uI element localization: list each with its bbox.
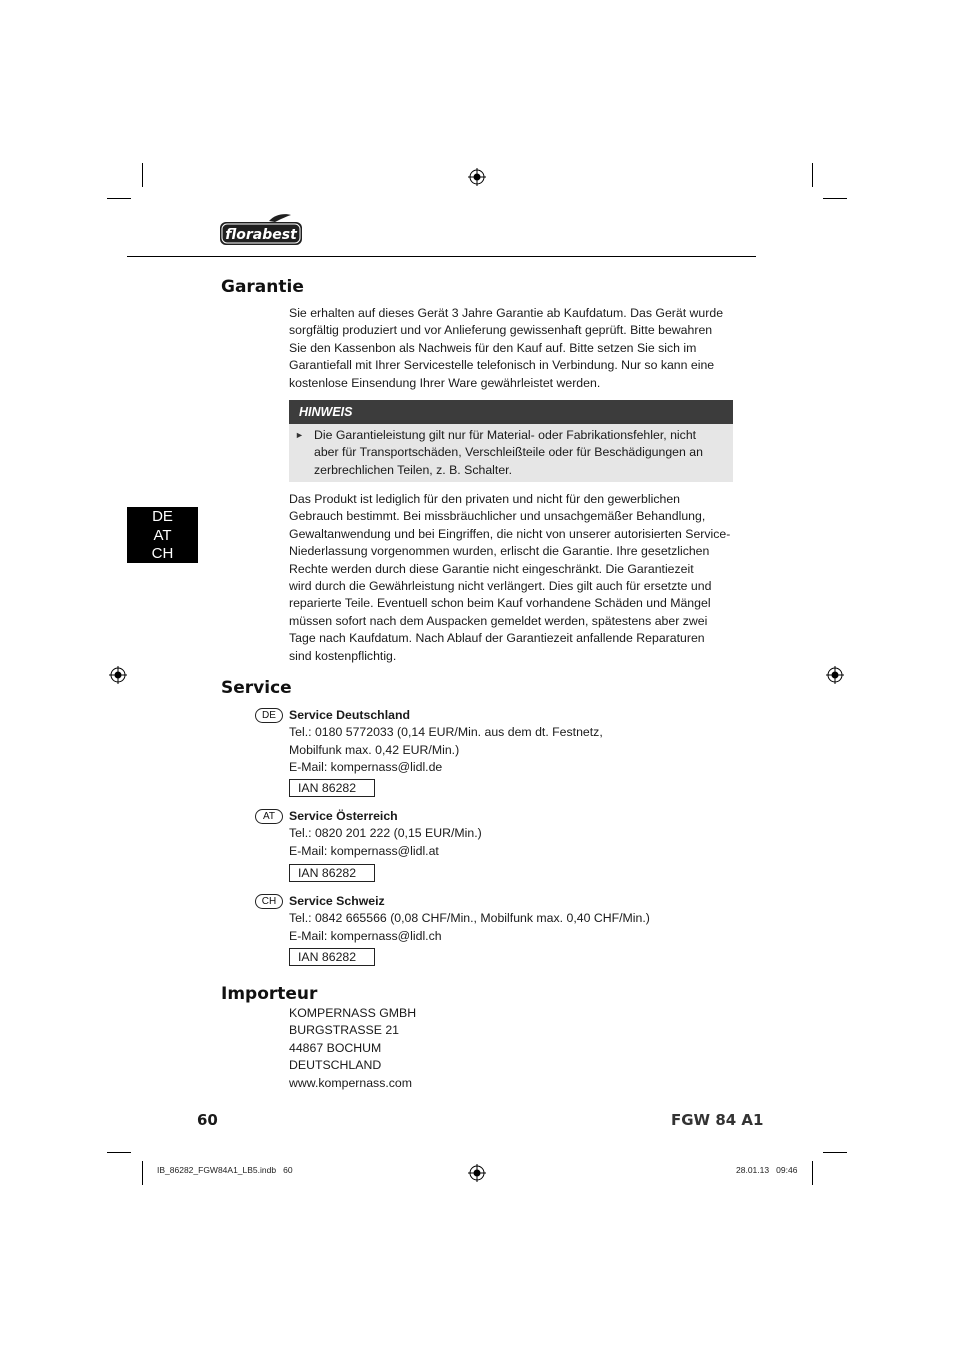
note-text: [314, 427, 724, 479]
website-link[interactable]: www.kompernass.com: [289, 1075, 413, 1090]
section-heading-importeur: Importeur: [221, 984, 318, 1004]
model-number: FGW 84 A1: [671, 1111, 764, 1129]
language-code: DE: [152, 508, 173, 525]
paragraph-line: reparierte Teile. Eventuell schon beim Kauf vorhandene Schäden und Mängel: [289, 596, 711, 611]
ian-box: IAN 86282: [289, 948, 375, 966]
address-line: BURGSTRASSE 21: [289, 1023, 400, 1038]
language-code: CH: [151, 545, 174, 562]
garantie-intro: [289, 305, 734, 392]
country-badge-ch: CH: [255, 894, 283, 909]
language-code: AT: [153, 526, 172, 544]
service-line: E-Mail: kompernass@lidl.ch: [289, 928, 442, 943]
paragraph-line: Gebrauch bestimmt. Bei missbräuchlicher und unsachgemäßer Behandlung,: [289, 509, 706, 524]
note-box: [289, 424, 733, 482]
crop-mark: [142, 1161, 143, 1185]
country-badge-at: AT: [255, 809, 283, 824]
service-entry-at: [289, 808, 734, 860]
importeur-address: [289, 1005, 734, 1092]
paragraph-line: sorgfältig produziert und vor Anlieferung gewissenhaft geprüft. Bitte bewahren: [289, 323, 713, 338]
crop-mark: [823, 198, 847, 199]
service-line: E-Mail: kompernass@lidl.de: [289, 760, 443, 775]
paragraph-line: müssen sofort nach dem Auspacken gemeldet werden, spätestens aber zwei: [289, 613, 708, 628]
service-line: Tel.: 0842 665566 (0,08 CHF/Min., Mobilfunk max. 0,40 CHF/Min.): [289, 911, 650, 926]
registration-mark-icon: [468, 168, 486, 186]
page-number: 60: [197, 1111, 218, 1129]
paragraph-line: Niederlassung vorgenommen wurden, erlischt die Garantie. Ihre gesetzlichen: [289, 544, 710, 559]
bullet-arrow-icon: ►: [295, 430, 304, 440]
crop-mark: [107, 198, 131, 199]
service-title: Service Österreich: [289, 809, 398, 823]
service-entry-de: [289, 707, 734, 777]
note-line: zerbrechlichen Teilen, z. B. Schalter.: [314, 462, 512, 477]
ian-box: IAN 86282: [289, 779, 375, 797]
paragraph-line: wird durch die Gewährleistung nicht verlängert. Dies gilt auch für ersetzte und: [289, 579, 712, 594]
crop-mark: [142, 163, 143, 187]
country-badge-de: DE: [255, 708, 283, 723]
address-line: KOMPERNASS GMBH: [289, 1006, 417, 1020]
svg-text:florabest: florabest: [225, 227, 297, 243]
note-header: HINWEIS: [289, 400, 733, 424]
service-line: Mobilfunk max. 0,42 EUR/Min.): [289, 742, 460, 757]
crop-mark: [812, 163, 813, 187]
header-rule: [127, 256, 756, 257]
registration-mark-icon: [109, 666, 127, 684]
paragraph-line: sind kostenpflichtig.: [289, 648, 397, 663]
address-line: 44867 BOCHUM: [289, 1040, 382, 1055]
note-line: aber für Transportschäden, Verschleißteile oder für Beschädigungen an: [314, 445, 703, 460]
paragraph-line: Garantiefall mit Ihrer Servicestelle telefonisch in Verbindung. Nur so kann eine: [289, 358, 715, 373]
registration-mark-icon: [826, 666, 844, 684]
print-slug-datetime: 28.01.13 09:46: [736, 1165, 798, 1175]
registration-mark-icon: [468, 1164, 486, 1182]
garantie-detail: [289, 491, 734, 665]
crop-mark: [823, 1152, 847, 1153]
florabest-logo: [219, 213, 303, 247]
note-line: Die Garantieleistung gilt nur für Material- oder Fabrikationsfehler, nicht: [314, 428, 697, 442]
print-slug-file: IB_86282_FGW84A1_LB5.indb 60: [157, 1165, 293, 1175]
ian-box: IAN 86282: [289, 864, 375, 882]
crop-mark: [107, 1152, 131, 1153]
service-title: Service Deutschland: [289, 708, 410, 722]
paragraph-line: Rechte werden durch diese Garantie nicht eingeschränkt. Die Garantiezeit: [289, 561, 694, 576]
service-title: Service Schweiz: [289, 894, 385, 908]
section-heading-service: Service: [221, 678, 292, 698]
paragraph-line: Tage nach Kaufdatum. Nach Ablauf der Garantiezeit anfallende Reparaturen: [289, 631, 705, 646]
paragraph-line: Sie den Kassenbon als Nachweis für den Kauf auf. Bitte setzen Sie sich im: [289, 340, 697, 355]
service-line: E-Mail: kompernass@lidl.at: [289, 843, 439, 858]
language-tab: [127, 507, 198, 563]
paragraph-line: Sie erhalten auf dieses Gerät 3 Jahre Garantie ab Kaufdatum. Das Gerät wurde: [289, 306, 724, 320]
paragraph-line: Das Produkt ist lediglich für den privaten und nicht für den gewerblichen: [289, 492, 680, 506]
service-entry-ch: [289, 893, 734, 945]
paragraph-line: kostenlose Einsendung Ihrer Ware gewährleistet werden.: [289, 375, 601, 390]
service-line: Tel.: 0180 5772033 (0,14 EUR/Min. aus dem dt. Festnetz,: [289, 725, 603, 740]
service-line: Tel.: 0820 201 222 (0,15 EUR/Min.): [289, 826, 482, 841]
section-heading-garantie: Garantie: [221, 277, 304, 297]
crop-mark: [812, 1161, 813, 1185]
address-line: DEUTSCHLAND: [289, 1058, 382, 1073]
paragraph-line: Gewaltanwendung und bei Eingriffen, die nicht von unserer autorisierten Service-: [289, 526, 731, 541]
